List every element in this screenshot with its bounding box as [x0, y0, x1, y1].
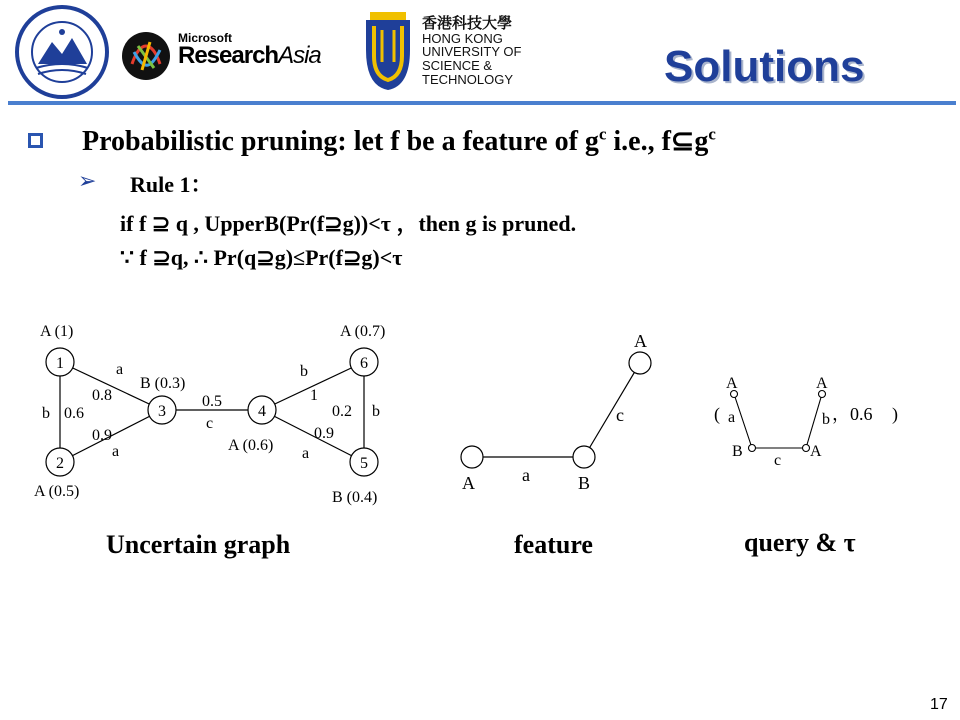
feature-node-a-top — [629, 352, 651, 374]
node-label-4: A (0.6) — [228, 437, 274, 454]
query-edge-label-b: b — [822, 411, 830, 428]
caption-uncertain-graph: Uncertain graph — [106, 530, 291, 559]
query-tau-value: ，0.6 — [832, 404, 873, 424]
caption-feature: feature — [514, 530, 593, 559]
node-id-4: 4 — [258, 403, 266, 420]
edge-prob-3-4: 0.5 — [202, 393, 222, 410]
node-id-2: 2 — [56, 455, 64, 472]
node-id-1: 1 — [56, 355, 64, 372]
feature-node-label-a-left: A — [462, 473, 475, 493]
feature-node-label-a-top: A — [634, 331, 647, 351]
feature-node-label-b: B — [578, 473, 591, 493]
query-close-paren: ) — [892, 404, 898, 424]
caption-query-tau: query & τ — [744, 528, 856, 557]
edge-label-2-3: a — [112, 443, 120, 460]
page-number: 17 — [930, 696, 948, 713]
query-node-b — [749, 445, 756, 452]
hkust-logo-mark — [360, 10, 416, 94]
edge-label-4-6: b — [300, 363, 308, 380]
square-bullet-icon — [28, 133, 43, 148]
arrow-bullet-icon: ➢ — [78, 168, 97, 193]
query-graph — [706, 370, 906, 470]
node-label-6: A (0.7) — [340, 323, 386, 340]
msra-logo-text: Microsoft ResearchAsia — [178, 31, 321, 69]
edge-label-3-4: c — [206, 415, 214, 432]
title-rule — [8, 101, 956, 105]
rule-condition: if f ⊇ q , UpperB(Pr(f⊇g))<τ ，then g is pruned. — [120, 211, 577, 236]
feature-node-a-left — [461, 446, 483, 468]
edge-prob-4-5: 0.9 — [314, 425, 334, 442]
query-edge-label-a: a — [728, 409, 736, 426]
uncertain-graph — [20, 310, 420, 520]
query-open-paren: ( — [714, 404, 720, 424]
rule-proof: ∵ f ⊇q, ∴ Pr(q⊇g)≤Pr(f⊇g)<τ — [120, 245, 403, 270]
node-label-1: A (1) — [40, 323, 74, 340]
edge-prob-6-5: 0.2 — [332, 403, 352, 420]
point-probabilistic-pruning: Probabilistic pruning: let f be a feature of $g^c$ i.e., $f⊆g^c$ — [82, 124, 716, 157]
edge-label-6-5: b — [372, 403, 380, 420]
node-label-3: B (0.3) — [140, 375, 186, 392]
edge-prob-2-3: 0.9 — [92, 427, 112, 444]
feature-edge-label-a: a — [522, 465, 530, 485]
node-id-3: 3 — [158, 403, 166, 420]
node-label-2: A (0.5) — [34, 483, 80, 500]
query-node-label-a-top-right: A — [816, 375, 828, 392]
query-node-label-b: B — [732, 443, 743, 460]
edge-label-1-2: b — [42, 405, 50, 422]
node-id-6: 6 — [360, 355, 368, 372]
msra-logo-mark — [120, 30, 172, 82]
node-label-5: B (0.4) — [332, 489, 378, 506]
edge-label-1-3: a — [116, 361, 124, 378]
edge-prob-1-2: 0.6 — [64, 405, 84, 422]
query-node-label-a-right: A — [810, 443, 822, 460]
edge-prob-1-3: 0.8 — [92, 387, 112, 404]
feature-edge-label-c: c — [616, 405, 624, 425]
rule-label: Rule 1： — [130, 172, 213, 197]
query-node-a-right — [803, 445, 810, 452]
query-node-label-a-left: A — [726, 375, 738, 392]
slide-title: Solutions — [664, 42, 865, 91]
edge-label-4-5: a — [302, 445, 310, 462]
neu-seal-logo — [12, 4, 112, 100]
feature-node-b — [573, 446, 595, 468]
hkust-logo-text: 香港科技大學 HONG KONG UNIVERSITY OF SCIENCE & TECHNOLOGY — [422, 15, 522, 87]
edge-prob-4-6: 1 — [310, 387, 318, 404]
feature-graph — [450, 325, 670, 500]
query-edge-label-c: c — [774, 452, 782, 469]
node-id-5: 5 — [360, 455, 368, 472]
